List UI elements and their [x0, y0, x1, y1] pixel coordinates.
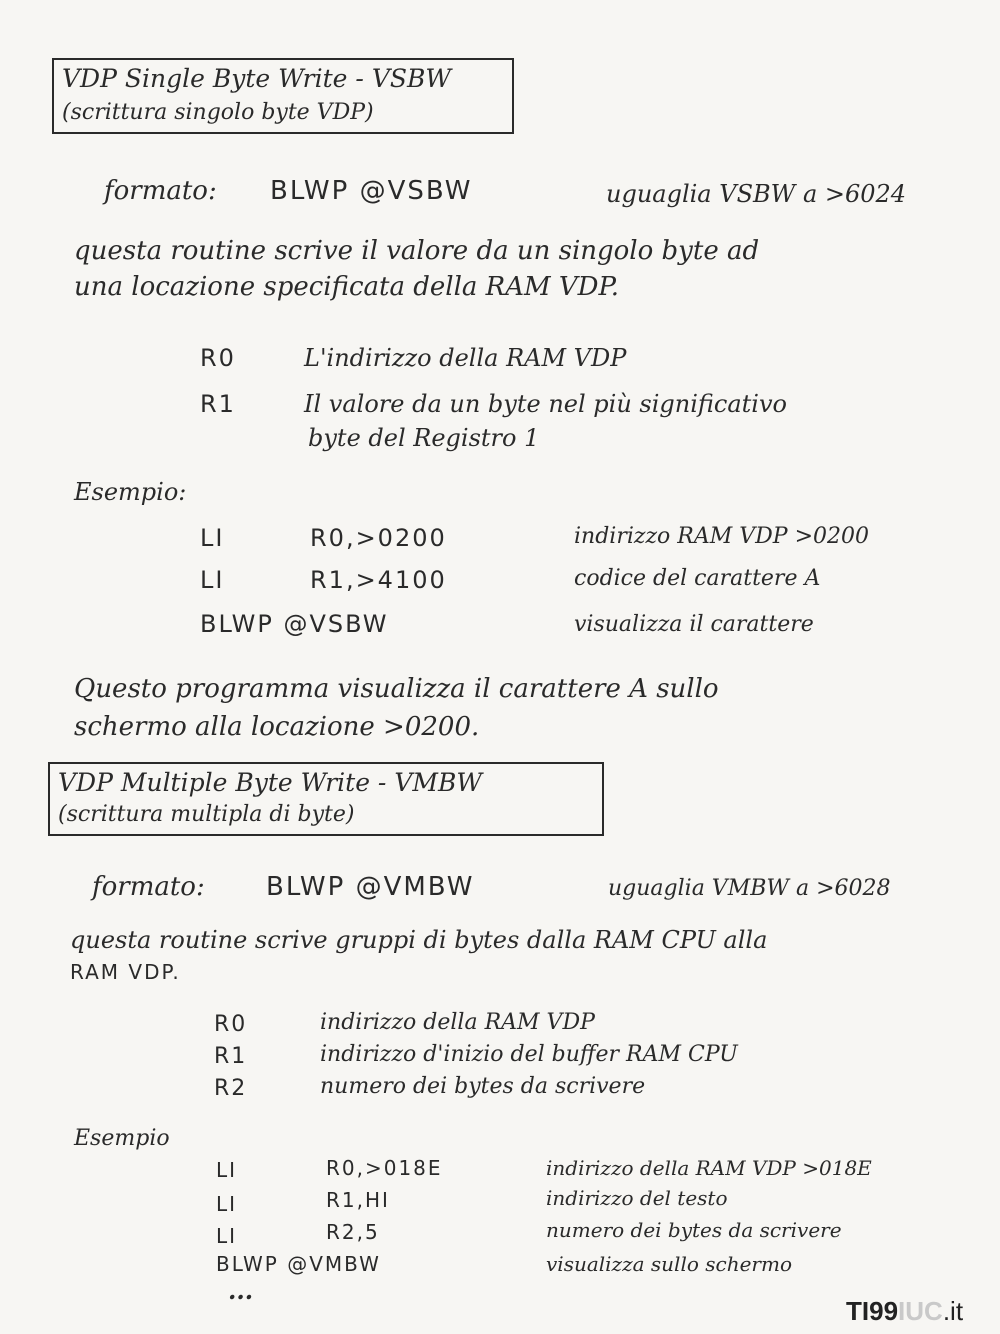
section1-example-label: Esempio:	[74, 478, 187, 506]
section2-example-arg-0: R0,>018E	[326, 1156, 443, 1180]
section2-title-line1: VDP Multiple Byte Write - VMBW	[58, 768, 483, 797]
section2-reg-r2-text: numero dei bytes da scrivere	[320, 1074, 646, 1099]
section2-example-label: Esempio	[74, 1126, 170, 1151]
watermark-part2: IUC	[898, 1296, 943, 1326]
section2-reg-r1: R1	[214, 1044, 248, 1069]
section2-format-label: formato:	[92, 872, 205, 902]
section2-desc-line1: questa routine scrive gruppi di bytes dalla RAM CPU alla	[70, 926, 768, 954]
section2-example-arg-1: R1,HI	[326, 1188, 390, 1212]
section1-title-line2: (scrittura singolo byte VDP)	[62, 100, 374, 125]
section2-example-arg-2: R2,5	[326, 1220, 380, 1244]
watermark-part3: .it	[942, 1296, 964, 1326]
section2-reg-r0-text: indirizzo della RAM VDP	[320, 1010, 595, 1035]
section1-reg-r1-text-cont: byte del Registro 1	[308, 424, 540, 452]
section1-title-line1: VDP Single Byte Write - VSBW	[62, 64, 452, 93]
section2-example-op-3: BLWP @VMBW	[216, 1252, 381, 1276]
section2-title-line2: (scrittura multipla di byte)	[58, 802, 355, 827]
section1-reg-r0: R0	[200, 344, 236, 372]
section1-reg-r0-text: L'indirizzo della RAM VDP	[304, 344, 627, 372]
section1-example-comment-0: indirizzo RAM VDP >0200	[574, 524, 870, 549]
section1-example-op-0: LI	[200, 524, 225, 552]
section2-format-code: BLWP @VMBW	[266, 872, 475, 902]
section2-example-comment-3: visualizza sullo schermo	[546, 1252, 792, 1276]
section1-example-arg-1: R1,>4100	[310, 566, 447, 594]
section2-example-comment-2: numero dei bytes da scrivere	[546, 1218, 842, 1242]
section1-note-line1: Questo programma visualizza il carattere A sullo	[74, 674, 719, 704]
section2-example-comment-1: indirizzo del testo	[546, 1186, 728, 1210]
section2-example-op-1: LI	[216, 1192, 238, 1216]
watermark-logo	[846, 1296, 963, 1327]
watermark-part1: TI99	[846, 1296, 899, 1326]
section1-equate: uguaglia VSBW a >6024	[606, 180, 907, 208]
section2-reg-r0: R0	[214, 1012, 248, 1037]
section1-desc-line1: questa routine scrive il valore da un singolo byte ad	[74, 236, 760, 266]
section2-example-op-2: LI	[216, 1224, 238, 1248]
section2-desc-line2: RAM VDP.	[70, 960, 181, 984]
section1-reg-r1: R1	[200, 390, 236, 418]
section1-example-comment-2: visualizza il carattere	[574, 612, 814, 637]
section1-reg-r1-text: Il valore da un byte nel più significativo	[304, 390, 787, 418]
section1-format-code: BLWP @VSBW	[270, 176, 473, 206]
section1-desc-line2: una locazione specificata della RAM VDP.	[74, 272, 619, 302]
section1-format-label: formato:	[104, 176, 217, 206]
section2-reg-r1-text: indirizzo d'inizio del buffer RAM CPU	[320, 1042, 738, 1067]
section1-note-line2: schermo alla locazione >0200.	[74, 712, 480, 742]
section1-example-op-2: BLWP @VSBW	[200, 610, 389, 638]
section2-reg-r2: R2	[214, 1076, 248, 1101]
section1-example-op-1: LI	[200, 566, 225, 594]
section2-equate: uguaglia VMBW a >6028	[608, 876, 891, 901]
section1-example-comment-1: codice del carattere A	[574, 566, 821, 591]
section2-example-op-0: LI	[216, 1158, 238, 1182]
section1-example-arg-0: R0,>0200	[310, 524, 447, 552]
section2-example-comment-0: indirizzo della RAM VDP >018E	[546, 1156, 872, 1180]
section2-ellipsis: ...	[228, 1276, 254, 1305]
